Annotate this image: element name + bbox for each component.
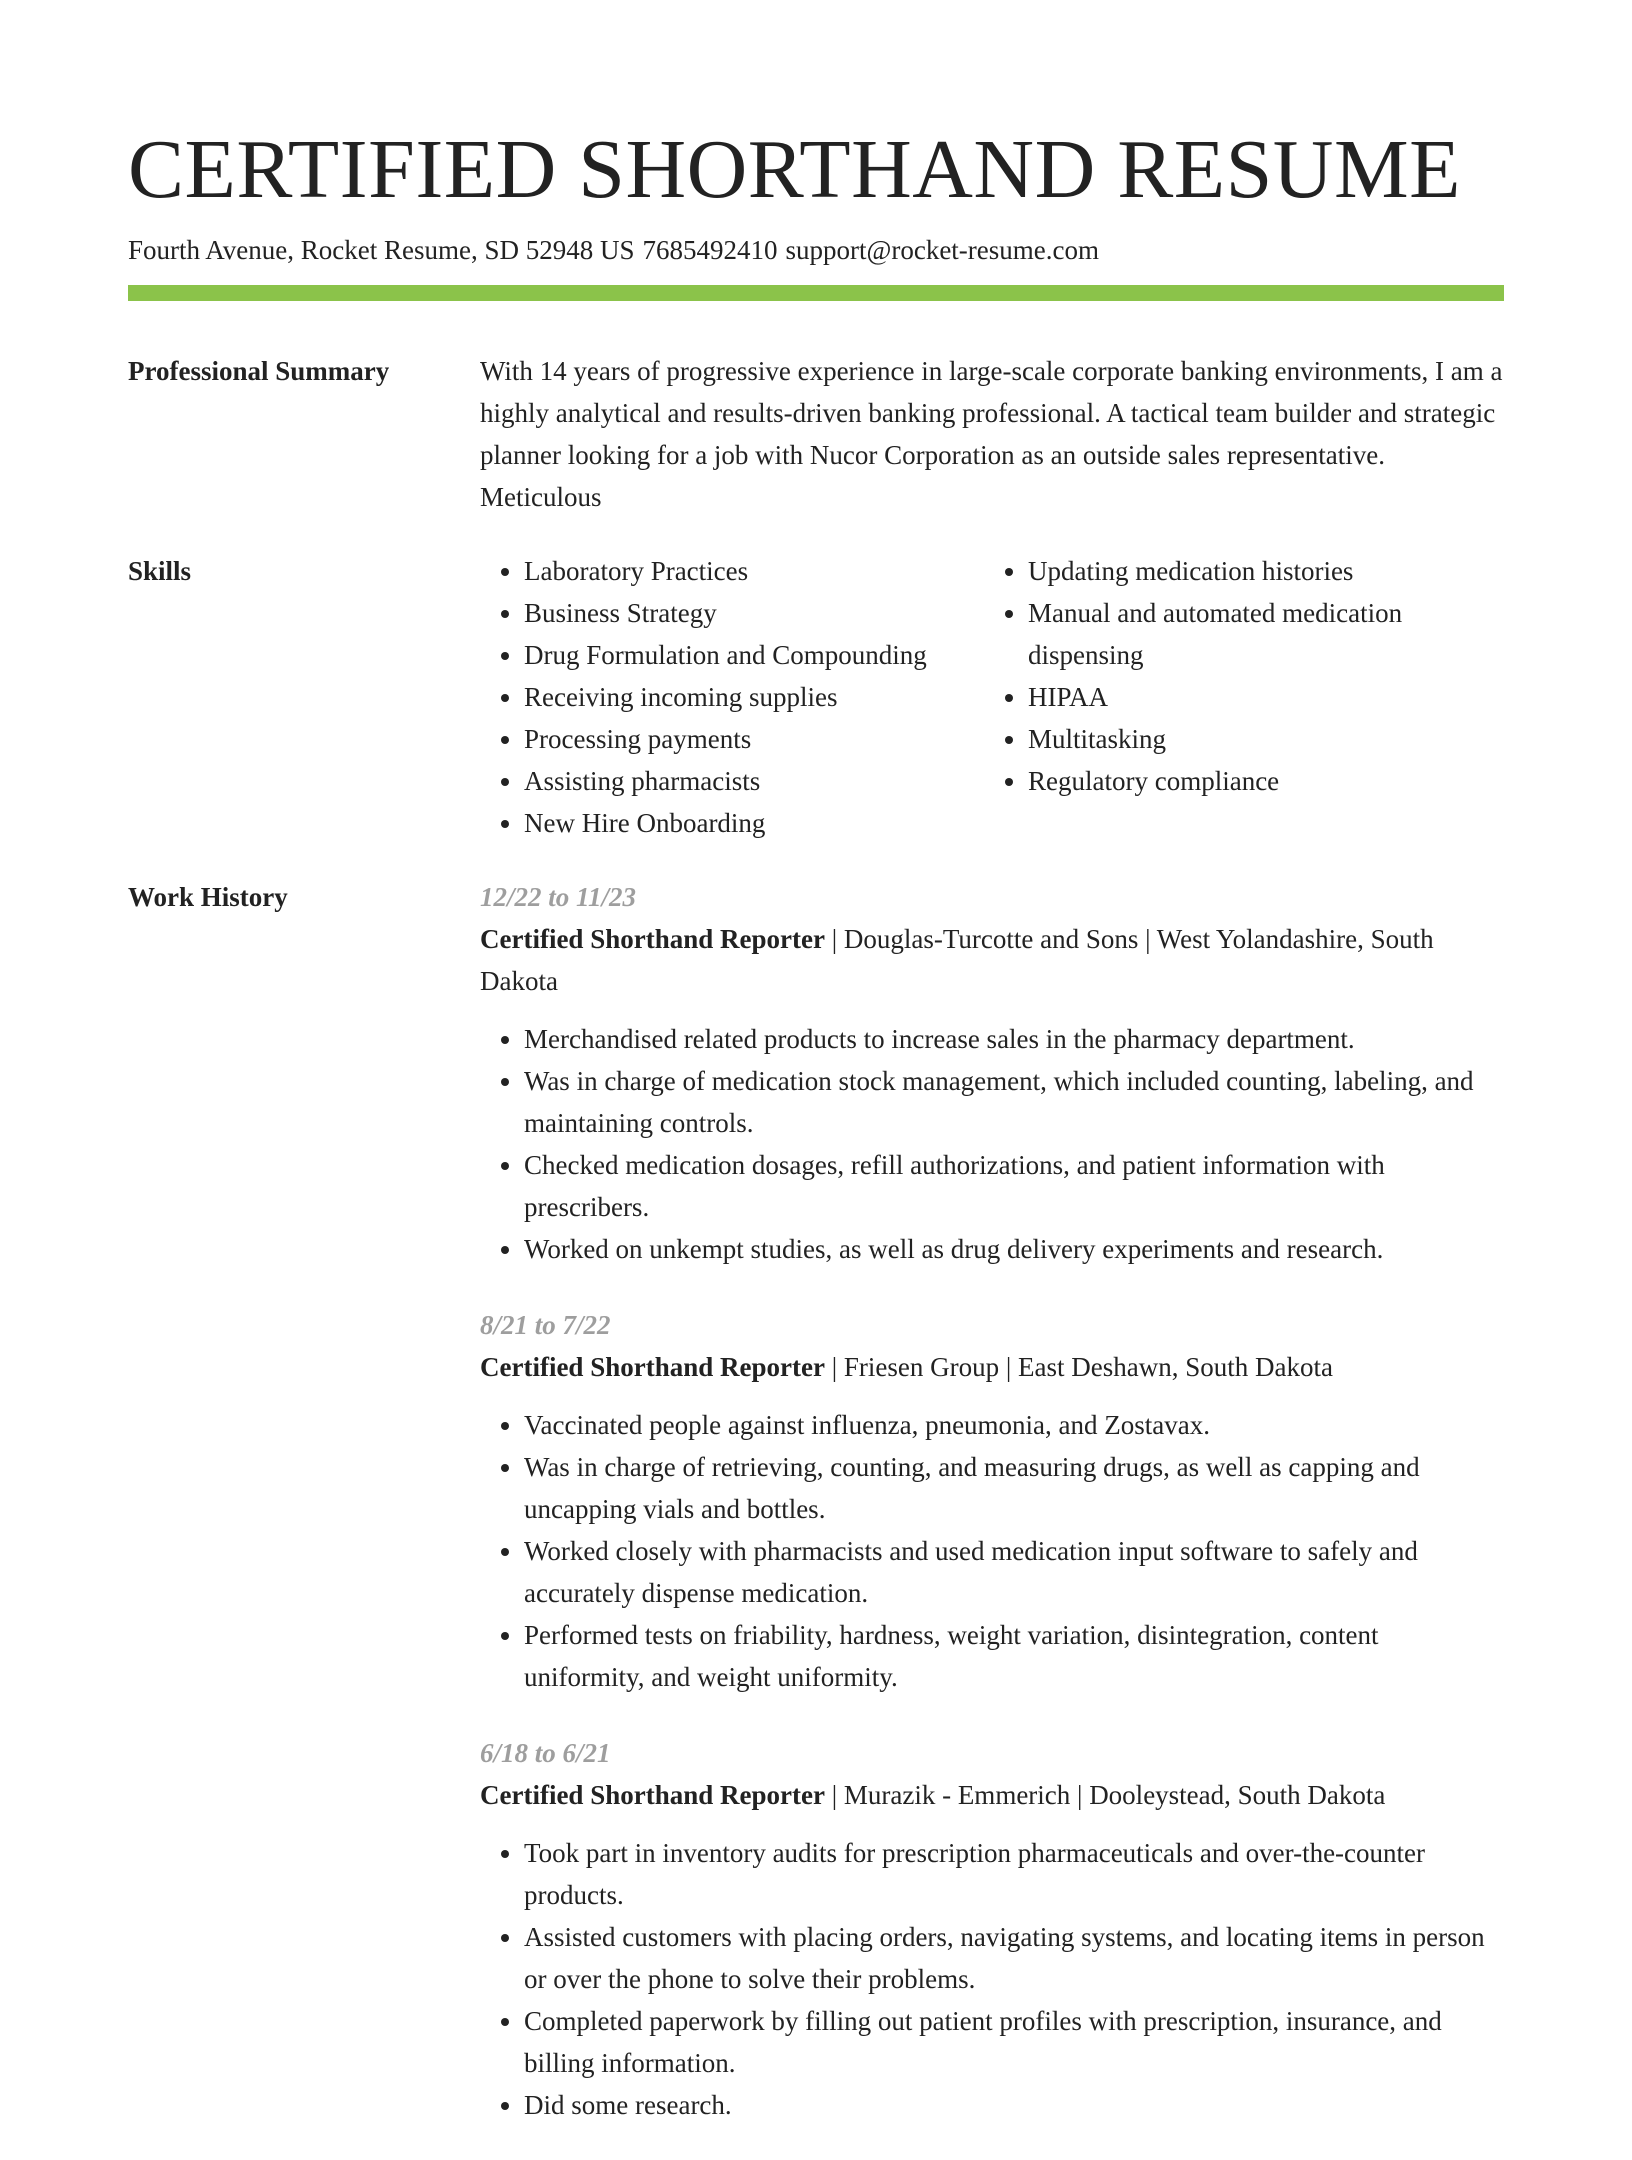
contact-phone: 7685492410 (642, 235, 778, 265)
skill-item: • Laboratory Practices (524, 550, 984, 592)
job-separator: | (824, 1780, 844, 1810)
skill-item: • Drug Formulation and Compounding (524, 634, 984, 676)
job-bullet: • Completed paperwork by filling out patient profiles with prescription, insurance, and billing information. (524, 2000, 1504, 2084)
job-bullet: • Was in charge of medication stock management, which included counting, labeling, and maintaining controls. (524, 1060, 1504, 1144)
skill-item: • Business Strategy (524, 592, 984, 634)
job-dates: 12/22 to 11/23 (480, 882, 637, 912)
skills-list-1 (480, 550, 984, 844)
skill-item: • Manual and automated medication dispensing (1028, 592, 1488, 676)
skills-body (480, 550, 1504, 844)
job-bullet: • Worked on unkempt studies, as well as drug delivery experiments and research. (524, 1228, 1504, 1270)
job-location: East Deshawn, South Dakota (1018, 1352, 1333, 1382)
job-bullet: • Assisted customers with placing orders, navigating systems, and locating items in person or over the phone to solve their problems. (524, 1916, 1504, 2000)
job-location: West Yolandashire, South Dakota (480, 924, 1434, 996)
skill-item: • HIPAA (1028, 676, 1488, 718)
job-title: Certified Shorthand Reporter (480, 1780, 825, 1810)
job-dates: 6/18 to 6/21 (480, 1738, 611, 1768)
job-bullet: • Checked medication dosages, refill authorizations, and patient information with prescribers. (524, 1144, 1504, 1228)
job-location: Dooleystead, South Dakota (1089, 1780, 1386, 1810)
job-entry (480, 1304, 1504, 1698)
job-company: Murazik - Emmerich (843, 1780, 1071, 1810)
job-dates: 8/21 to 7/22 (480, 1310, 611, 1340)
summary-body (480, 350, 1504, 518)
work-body (480, 876, 1504, 2160)
job-bullet: • Vaccinated people against influenza, pneumonia, and Zostavax. (524, 1404, 1504, 1446)
skills-label: Skills (128, 556, 192, 586)
job-separator: | (824, 924, 844, 954)
job-bullet: • Worked closely with pharmacists and used medication input software to safely and accurately dispense medication. (524, 1530, 1504, 1614)
skill-item: • Receiving incoming supplies (524, 676, 984, 718)
job-separator: | (999, 1352, 1018, 1382)
job-heading (480, 1346, 1504, 1388)
skills-columns (480, 550, 1504, 844)
job-entry (480, 1732, 1504, 2126)
contact-email: support@rocket-resume.com (785, 235, 1100, 265)
job-separator: | (1070, 1780, 1090, 1810)
summary-label: Professional Summary (128, 356, 390, 386)
contact-line (128, 232, 1107, 268)
job-bullet: • Did some research. (524, 2084, 1504, 2126)
skill-item: • New Hire Onboarding (524, 802, 984, 844)
job-title: Certified Shorthand Reporter (480, 924, 825, 954)
skills-column-1 (480, 550, 984, 844)
job-company: Douglas-Turcotte and Sons (843, 924, 1139, 954)
skills-list-2 (984, 550, 1488, 802)
job-bullet: • Was in charge of retrieving, counting, and measuring drugs, as well as capping and uncapping vials and bottles. (524, 1446, 1504, 1530)
work-label: Work History (128, 882, 288, 912)
skill-item: • Multitasking (1028, 718, 1488, 760)
job-bullet: • Performed tests on friability, hardness, weight variation, disintegration, content uniformity, and weight uniformity. (524, 1614, 1504, 1698)
job-separator: | (824, 1352, 844, 1382)
job-bullets (480, 1018, 1504, 1270)
header-divider (128, 285, 1504, 301)
summary-text: With 14 years of progressive experience in large-scale corporate banking environments, I am a highly analytical and results-driven banking professional. A tactical team builder and strategic planner looking for a job with Nucor Corporation as an outside sales representative. Meticulous (480, 356, 1503, 512)
job-bullets (480, 1832, 1504, 2126)
job-heading (480, 1774, 1504, 1816)
skill-item: • Processing payments (524, 718, 984, 760)
job-bullet: • Merchandised related products to increase sales in the pharmacy department. (524, 1018, 1504, 1060)
contact-address: Fourth Avenue, Rocket Resume, SD 52948 US (128, 235, 635, 265)
skills-column-2 (984, 550, 1488, 844)
job-separator: | (1138, 924, 1157, 954)
resume-title: CERTIFIED SHORTHAND RESUME (128, 123, 1461, 216)
skill-item: • Regulatory compliance (1028, 760, 1488, 802)
job-entry (480, 876, 1504, 1270)
job-bullets (480, 1404, 1504, 1698)
skill-item: • Assisting pharmacists (524, 760, 984, 802)
job-heading (480, 918, 1504, 1002)
job-company: Friesen Group (843, 1352, 1000, 1382)
skill-item: • Updating medication histories (1028, 550, 1488, 592)
job-title: Certified Shorthand Reporter (480, 1352, 825, 1382)
job-bullet: • Took part in inventory audits for prescription pharmaceuticals and over-the-counter products. (524, 1832, 1504, 1916)
